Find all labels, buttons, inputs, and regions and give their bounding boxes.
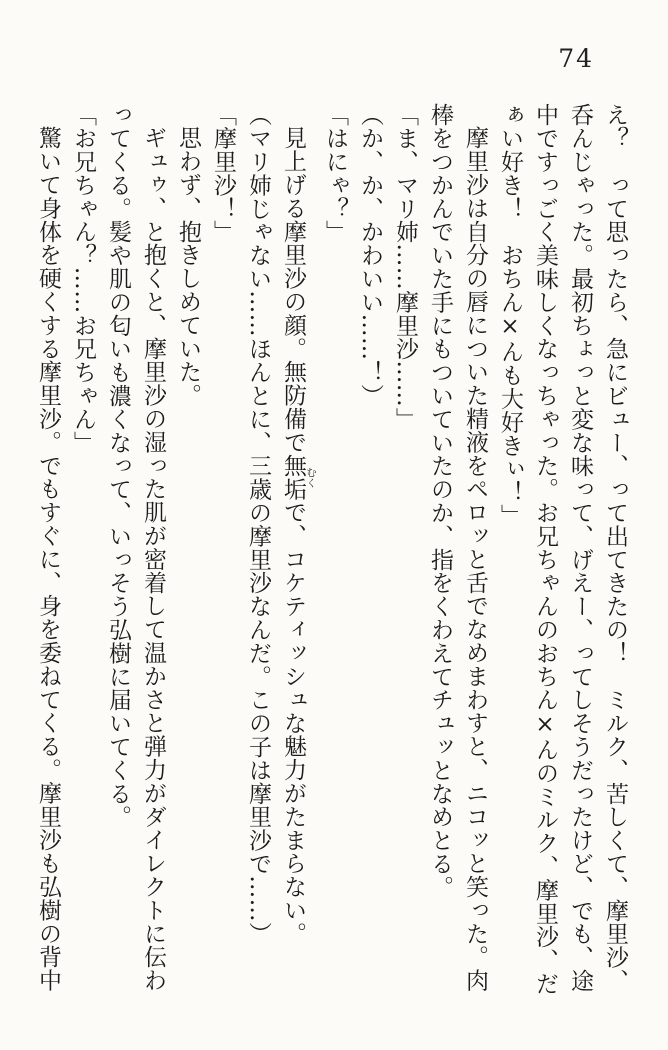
paragraph: え？ って思ったら、急にビュー、って出てきたの！ ミルク、苦しくて、摩里沙、呑んじゃった。最初ちょっと変な味って、げえー、ってしそうだったけど、でも、途中ですっごく美味しくなっちゃった。お兄ちゃんのおちん×んのミルク、摩里沙、だぁい好き！ おちん×んも大好きぃ！」 bbox=[497, 103, 628, 996]
paragraph: 「摩里沙！」 bbox=[210, 103, 236, 244]
paragraph: （マリ姉じゃない……ほんとに、三歳の摩里沙なんだ。この子は摩里沙で……） bbox=[245, 103, 271, 946]
paragraph: 摩里沙は自分の唇についた精液をペロッと舌でなめまわすと、ニコッと笑った。肉棒をつかんでいた手にもついていたのか、指をくわえてチュッとなめとる。 bbox=[427, 103, 488, 992]
page-number: 74 bbox=[558, 44, 594, 73]
ruby-annotation: 無垢 むく bbox=[280, 453, 317, 501]
paragraph: 思わず、抱きしめていた。 bbox=[175, 126, 201, 407]
paragraph: 「はにゃ？」 bbox=[322, 103, 348, 244]
paragraph: （か、か、かわいい……！） bbox=[357, 103, 383, 408]
paragraph: 「ま、マリ姉……摩里沙……」 bbox=[392, 103, 418, 431]
text-block bbox=[26, 103, 632, 997]
paragraph: 見上げる摩里沙の顔。無防備で無垢 むくで、コケティッシュな魅力がたまらない。 bbox=[280, 126, 317, 946]
paragraph: 驚いて身体を硬くする摩里沙。でもすぐに、身を委ねてくる。摩里沙も弘樹の背中 bbox=[35, 126, 61, 992]
paragraph: 「お兄ちゃん？……お兄ちゃん」 bbox=[70, 103, 96, 454]
paragraph: ギュゥ、と抱くと、摩里沙の湿った肌が密着して温かさと弾力がダイレクトに伝わってくる。髪や肌の匂いも濃くなって、いっそう弘樹に届いてくる。 bbox=[105, 103, 166, 992]
